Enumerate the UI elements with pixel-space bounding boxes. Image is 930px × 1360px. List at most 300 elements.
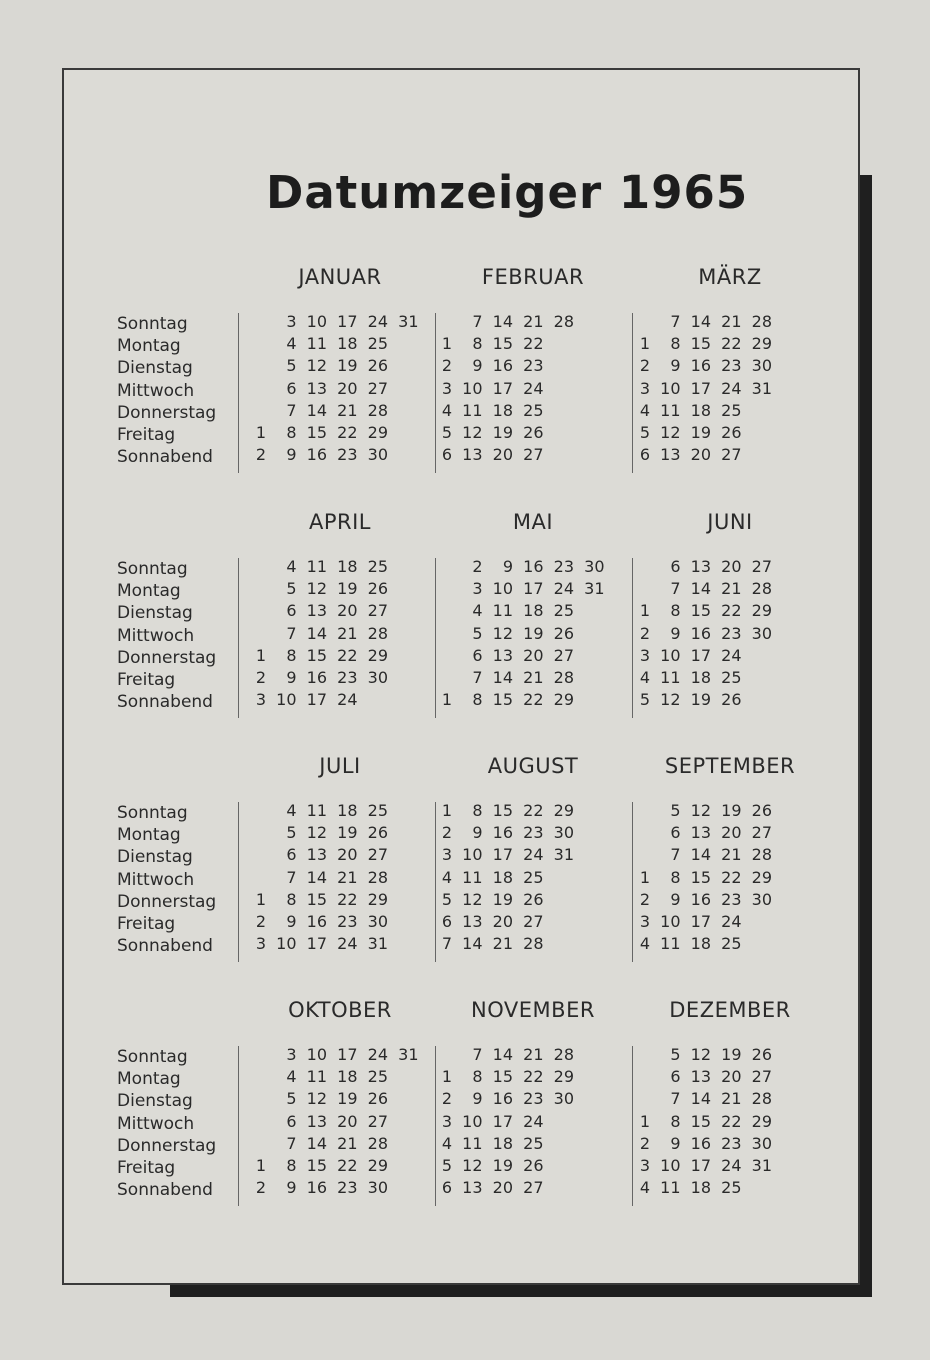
day-number: 9 bbox=[472, 1089, 483, 1109]
day-number: 29 bbox=[367, 889, 388, 909]
day-number: 4 bbox=[472, 601, 483, 621]
day-number: 11 bbox=[462, 1133, 483, 1153]
day-number: 19 bbox=[492, 423, 513, 442]
day-number: 29 bbox=[367, 645, 388, 665]
day-number: 10 bbox=[660, 912, 681, 931]
day-number: 7 bbox=[472, 668, 483, 687]
day-number: 15 bbox=[492, 690, 513, 710]
day-number: 9 bbox=[670, 1133, 681, 1153]
day-number: 5 bbox=[286, 823, 297, 843]
day-number: 23 bbox=[337, 912, 358, 931]
day-number: 15 bbox=[690, 601, 711, 621]
day-number: 17 bbox=[690, 1156, 711, 1175]
month-title: MÄRZ bbox=[698, 265, 762, 289]
weekday-label: Freitag bbox=[117, 670, 176, 690]
day-number: 19 bbox=[337, 823, 358, 843]
day-number: 24 bbox=[367, 312, 388, 331]
day-number: 7 bbox=[441, 934, 452, 954]
day-number: 18 bbox=[492, 867, 513, 887]
day-number: 13 bbox=[462, 445, 483, 465]
day-number: 2 bbox=[639, 1133, 650, 1153]
day-number: 25 bbox=[553, 601, 574, 621]
day-number: 19 bbox=[492, 889, 513, 909]
day-number: 6 bbox=[639, 445, 650, 465]
day-number: 14 bbox=[690, 579, 711, 599]
day-number: 2 bbox=[441, 823, 452, 843]
day-number: 29 bbox=[553, 1067, 574, 1087]
weekday-label: Sonntag bbox=[117, 1047, 188, 1067]
day-number: 27 bbox=[367, 378, 388, 398]
day-number: 1 bbox=[441, 690, 452, 710]
day-number: 30 bbox=[751, 1133, 772, 1153]
day-number: 5 bbox=[639, 423, 650, 442]
day-number: 3 bbox=[441, 1111, 452, 1131]
day-number: 19 bbox=[690, 423, 711, 442]
day-number: 6 bbox=[286, 845, 297, 865]
day-number: 7 bbox=[286, 400, 297, 420]
day-number: 25 bbox=[367, 801, 388, 820]
day-number: 12 bbox=[306, 1089, 327, 1109]
weekday-label: Mittwoch bbox=[117, 380, 195, 401]
day-number: 18 bbox=[523, 601, 544, 621]
day-number: 17 bbox=[492, 845, 513, 865]
day-number: 11 bbox=[492, 601, 513, 621]
weekday-label: Mittwoch bbox=[117, 1113, 195, 1134]
weekday-label: Mittwoch bbox=[117, 625, 195, 646]
day-number: 2 bbox=[255, 1178, 266, 1198]
day-number: 27 bbox=[751, 1067, 772, 1087]
day-number: 14 bbox=[306, 623, 327, 643]
day-number: 10 bbox=[276, 934, 297, 954]
weekday-label: Sonntag bbox=[117, 559, 188, 579]
day-number: 27 bbox=[367, 601, 388, 621]
day-number: 11 bbox=[306, 801, 327, 820]
day-number: 1 bbox=[441, 334, 452, 354]
day-number: 21 bbox=[721, 579, 742, 599]
day-number: 2 bbox=[639, 889, 650, 909]
day-number: 31 bbox=[553, 845, 574, 865]
day-number: 10 bbox=[306, 312, 327, 331]
day-number: 2 bbox=[441, 1089, 452, 1109]
day-number: 20 bbox=[492, 1178, 513, 1198]
day-number: 7 bbox=[472, 1045, 483, 1064]
day-number: 28 bbox=[523, 934, 544, 954]
day-number: 22 bbox=[523, 801, 544, 820]
day-number: 25 bbox=[367, 557, 388, 576]
day-number: 17 bbox=[690, 912, 711, 931]
day-number: 1 bbox=[441, 1067, 452, 1087]
day-number: 26 bbox=[553, 623, 574, 643]
day-number: 13 bbox=[690, 557, 711, 576]
day-number: 11 bbox=[306, 334, 327, 354]
weekday-label: Donnerstag bbox=[117, 647, 217, 668]
day-number: 31 bbox=[367, 934, 388, 954]
day-number: 5 bbox=[670, 801, 681, 820]
day-number: 28 bbox=[367, 1133, 388, 1153]
day-number: 30 bbox=[367, 445, 388, 465]
day-number: 12 bbox=[306, 823, 327, 843]
day-number: 3 bbox=[255, 934, 266, 954]
day-number: 10 bbox=[462, 845, 483, 865]
day-number: 12 bbox=[306, 356, 327, 376]
weekday-label: Sonntag bbox=[117, 803, 188, 823]
day-number: 10 bbox=[306, 1045, 327, 1064]
day-number: 18 bbox=[690, 668, 711, 687]
day-number: 14 bbox=[690, 845, 711, 865]
weekday-label: Sonntag bbox=[117, 314, 188, 334]
day-number: 3 bbox=[286, 312, 297, 331]
day-number: 7 bbox=[670, 312, 681, 331]
day-number: 8 bbox=[670, 867, 681, 887]
day-number: 24 bbox=[721, 912, 742, 931]
day-number: 24 bbox=[721, 378, 742, 398]
day-number: 26 bbox=[523, 423, 544, 442]
day-number: 21 bbox=[721, 845, 742, 865]
day-number: 17 bbox=[306, 690, 327, 710]
month-title: SEPTEMBER bbox=[664, 754, 796, 778]
day-number: 4 bbox=[286, 801, 297, 820]
day-number: 8 bbox=[670, 601, 681, 621]
month-title: MAI bbox=[512, 510, 554, 534]
day-number: 11 bbox=[462, 400, 483, 420]
day-number: 9 bbox=[670, 356, 681, 376]
day-number: 2 bbox=[255, 668, 266, 687]
weekday-label: Donnerstag bbox=[117, 1135, 217, 1156]
month-title: DEZEMBER bbox=[669, 998, 791, 1022]
day-number: 7 bbox=[670, 1089, 681, 1109]
day-number: 11 bbox=[660, 934, 681, 954]
day-number: 31 bbox=[584, 579, 605, 599]
day-number: 17 bbox=[306, 934, 327, 954]
day-number: 4 bbox=[286, 1067, 297, 1087]
day-number: 13 bbox=[690, 1067, 711, 1087]
day-number: 18 bbox=[690, 934, 711, 954]
day-number: 12 bbox=[690, 1045, 711, 1064]
day-number: 19 bbox=[492, 1156, 513, 1175]
day-number: 5 bbox=[670, 1045, 681, 1064]
day-number: 13 bbox=[306, 601, 327, 621]
day-number: 6 bbox=[472, 645, 483, 665]
day-number: 3 bbox=[441, 845, 452, 865]
day-number: 28 bbox=[751, 312, 772, 331]
day-number: 9 bbox=[670, 623, 681, 643]
day-number: 22 bbox=[337, 423, 358, 442]
day-number: 19 bbox=[690, 690, 711, 710]
day-number: 10 bbox=[660, 1156, 681, 1175]
day-number: 3 bbox=[639, 912, 650, 931]
day-number: 31 bbox=[751, 378, 772, 398]
day-number: 1 bbox=[441, 801, 452, 820]
day-number: 21 bbox=[337, 623, 358, 643]
month-title: JANUAR bbox=[298, 265, 382, 289]
day-number: 14 bbox=[492, 312, 513, 331]
day-number: 11 bbox=[306, 557, 327, 576]
day-number: 6 bbox=[441, 1178, 452, 1198]
day-number: 16 bbox=[690, 623, 711, 643]
day-number: 25 bbox=[523, 1133, 544, 1153]
day-number: 9 bbox=[286, 912, 297, 931]
day-number: 6 bbox=[441, 912, 452, 931]
day-number: 26 bbox=[367, 356, 388, 376]
day-number: 18 bbox=[492, 1133, 513, 1153]
day-number: 7 bbox=[286, 1133, 297, 1153]
day-number: 8 bbox=[286, 423, 297, 442]
day-number: 14 bbox=[690, 312, 711, 331]
day-number: 9 bbox=[472, 356, 483, 376]
day-number: 4 bbox=[286, 334, 297, 354]
day-number: 5 bbox=[441, 889, 452, 909]
month-divider bbox=[238, 802, 239, 962]
weekday-label: Freitag bbox=[117, 914, 176, 934]
day-number: 28 bbox=[751, 579, 772, 599]
day-number: 31 bbox=[751, 1156, 772, 1175]
day-number: 30 bbox=[751, 623, 772, 643]
day-number: 27 bbox=[751, 557, 772, 576]
day-number: 30 bbox=[367, 1178, 388, 1198]
day-number: 7 bbox=[286, 867, 297, 887]
day-number: 19 bbox=[721, 801, 742, 820]
day-number: 29 bbox=[751, 334, 772, 354]
weekday-label: Dienstag bbox=[117, 847, 193, 868]
day-number: 17 bbox=[690, 378, 711, 398]
day-number: 19 bbox=[523, 623, 544, 643]
day-number: 20 bbox=[523, 645, 544, 665]
day-number: 13 bbox=[462, 912, 483, 931]
day-number: 1 bbox=[639, 867, 650, 887]
day-number: 2 bbox=[255, 445, 266, 465]
day-number: 10 bbox=[462, 378, 483, 398]
day-number: 19 bbox=[337, 1089, 358, 1109]
day-number: 1 bbox=[255, 889, 266, 909]
day-number: 13 bbox=[660, 445, 681, 465]
day-number: 21 bbox=[337, 867, 358, 887]
day-number: 30 bbox=[751, 356, 772, 376]
day-number: 17 bbox=[337, 1045, 358, 1064]
day-number: 21 bbox=[523, 1045, 544, 1064]
day-number: 27 bbox=[523, 1178, 544, 1198]
day-number: 24 bbox=[337, 690, 358, 710]
weekday-label: Montag bbox=[117, 581, 181, 602]
weekday-label: Donnerstag bbox=[117, 402, 217, 423]
day-number: 31 bbox=[398, 312, 419, 331]
weekday-label: Donnerstag bbox=[117, 891, 217, 912]
day-number: 26 bbox=[721, 423, 742, 442]
day-number: 21 bbox=[492, 934, 513, 954]
day-number: 16 bbox=[690, 356, 711, 376]
day-number: 2 bbox=[639, 356, 650, 376]
day-number: 20 bbox=[492, 912, 513, 931]
day-number: 20 bbox=[690, 445, 711, 465]
day-number: 12 bbox=[462, 889, 483, 909]
day-number: 27 bbox=[751, 823, 772, 843]
day-number: 23 bbox=[523, 356, 544, 376]
day-number: 21 bbox=[721, 312, 742, 331]
day-number: 4 bbox=[639, 1178, 650, 1198]
weekday-label: Sonnabend bbox=[117, 447, 213, 468]
day-number: 24 bbox=[721, 1156, 742, 1175]
day-number: 1 bbox=[639, 1111, 650, 1131]
weekday-label: Montag bbox=[117, 336, 181, 357]
weekday-label: Dienstag bbox=[117, 603, 193, 624]
day-number: 9 bbox=[472, 823, 483, 843]
page-title: Datumzeiger 1965 bbox=[266, 166, 749, 219]
day-number: 5 bbox=[639, 690, 650, 710]
day-number: 1 bbox=[639, 601, 650, 621]
day-number: 4 bbox=[441, 400, 452, 420]
month-title: FEBRUAR bbox=[481, 265, 585, 289]
day-number: 1 bbox=[255, 423, 266, 442]
day-number: 15 bbox=[690, 867, 711, 887]
day-number: 10 bbox=[276, 690, 297, 710]
day-number: 5 bbox=[286, 356, 297, 376]
day-number: 20 bbox=[337, 845, 358, 865]
day-number: 10 bbox=[660, 645, 681, 665]
day-number: 12 bbox=[462, 423, 483, 442]
weekday-label: Dienstag bbox=[117, 1091, 193, 1112]
day-number: 29 bbox=[367, 1156, 388, 1175]
day-number: 12 bbox=[462, 1156, 483, 1175]
day-number: 22 bbox=[721, 1111, 742, 1131]
day-number: 27 bbox=[553, 645, 574, 665]
day-number: 16 bbox=[306, 668, 327, 687]
day-number: 30 bbox=[367, 668, 388, 687]
day-number: 30 bbox=[367, 912, 388, 931]
day-number: 30 bbox=[751, 889, 772, 909]
day-number: 12 bbox=[660, 690, 681, 710]
day-number: 28 bbox=[553, 312, 574, 331]
day-number: 26 bbox=[367, 823, 388, 843]
day-number: 21 bbox=[337, 1133, 358, 1153]
day-number: 4 bbox=[286, 557, 297, 576]
day-number: 21 bbox=[523, 668, 544, 687]
day-number: 4 bbox=[441, 1133, 452, 1153]
day-number: 29 bbox=[751, 867, 772, 887]
day-number: 18 bbox=[690, 1178, 711, 1198]
day-number: 6 bbox=[286, 378, 297, 398]
day-number: 31 bbox=[398, 1045, 419, 1064]
day-number: 15 bbox=[306, 889, 327, 909]
day-number: 5 bbox=[286, 579, 297, 599]
day-number: 27 bbox=[721, 445, 742, 465]
day-number: 20 bbox=[721, 1067, 742, 1087]
day-number: 6 bbox=[286, 1111, 297, 1131]
day-number: 16 bbox=[690, 889, 711, 909]
month-title: OKTOBER bbox=[288, 998, 392, 1022]
day-number: 26 bbox=[523, 1156, 544, 1175]
day-number: 27 bbox=[523, 912, 544, 931]
day-number: 23 bbox=[337, 1178, 358, 1198]
day-number: 8 bbox=[286, 645, 297, 665]
month-title: APRIL bbox=[308, 510, 371, 534]
day-number: 5 bbox=[472, 623, 483, 643]
day-number: 22 bbox=[721, 601, 742, 621]
day-number: 6 bbox=[286, 601, 297, 621]
day-number: 9 bbox=[286, 445, 297, 465]
day-number: 3 bbox=[639, 378, 650, 398]
day-number: 8 bbox=[286, 889, 297, 909]
day-number: 23 bbox=[721, 623, 742, 643]
day-number: 22 bbox=[523, 1067, 544, 1087]
day-number: 23 bbox=[553, 557, 574, 576]
day-number: 14 bbox=[306, 1133, 327, 1153]
day-number: 8 bbox=[472, 334, 483, 354]
day-number: 15 bbox=[690, 1111, 711, 1131]
day-number: 16 bbox=[306, 445, 327, 465]
day-number: 22 bbox=[337, 889, 358, 909]
day-number: 4 bbox=[639, 400, 650, 420]
day-number: 14 bbox=[690, 1089, 711, 1109]
card-shadow-bottom bbox=[170, 1285, 872, 1297]
day-number: 5 bbox=[441, 1156, 452, 1175]
month-title: JULI bbox=[319, 754, 361, 778]
day-number: 17 bbox=[690, 645, 711, 665]
day-number: 9 bbox=[502, 557, 513, 576]
day-number: 19 bbox=[721, 1045, 742, 1064]
day-number: 16 bbox=[492, 1089, 513, 1109]
day-number: 6 bbox=[441, 445, 452, 465]
day-number: 21 bbox=[721, 1089, 742, 1109]
day-number: 15 bbox=[492, 801, 513, 820]
day-number: 4 bbox=[639, 668, 650, 687]
day-number: 7 bbox=[472, 312, 483, 331]
day-number: 26 bbox=[523, 889, 544, 909]
day-number: 11 bbox=[660, 1178, 681, 1198]
weekday-label: Sonnabend bbox=[117, 692, 213, 713]
day-number: 3 bbox=[639, 645, 650, 665]
day-number: 8 bbox=[472, 1067, 483, 1087]
day-number: 18 bbox=[337, 801, 358, 820]
day-number: 12 bbox=[690, 801, 711, 820]
day-number: 15 bbox=[306, 1156, 327, 1175]
day-number: 16 bbox=[492, 356, 513, 376]
month-title: NOVEMBER bbox=[471, 998, 595, 1022]
day-number: 24 bbox=[523, 378, 544, 398]
day-number: 13 bbox=[306, 1111, 327, 1131]
day-number: 4 bbox=[441, 867, 452, 887]
weekday-label: Sonnabend bbox=[117, 1180, 213, 1201]
day-number: 1 bbox=[255, 645, 266, 665]
day-number: 8 bbox=[670, 334, 681, 354]
day-number: 10 bbox=[492, 579, 513, 599]
day-number: 24 bbox=[367, 1045, 388, 1064]
day-number: 27 bbox=[523, 445, 544, 465]
day-number: 6 bbox=[670, 557, 681, 576]
day-number: 28 bbox=[367, 400, 388, 420]
day-number: 22 bbox=[523, 334, 544, 354]
month-title: JUNI bbox=[707, 510, 753, 534]
day-number: 12 bbox=[492, 623, 513, 643]
day-number: 11 bbox=[306, 1067, 327, 1087]
day-number: 5 bbox=[441, 423, 452, 442]
day-number: 15 bbox=[306, 645, 327, 665]
day-number: 28 bbox=[553, 1045, 574, 1064]
day-number: 2 bbox=[639, 623, 650, 643]
day-number: 12 bbox=[306, 579, 327, 599]
day-number: 13 bbox=[690, 823, 711, 843]
day-number: 23 bbox=[337, 668, 358, 687]
month-divider bbox=[238, 558, 239, 718]
day-number: 11 bbox=[660, 668, 681, 687]
day-number: 14 bbox=[306, 400, 327, 420]
day-number: 8 bbox=[286, 1156, 297, 1175]
day-number: 13 bbox=[306, 845, 327, 865]
day-number: 13 bbox=[306, 378, 327, 398]
month-divider bbox=[238, 313, 239, 473]
month-title: AUGUST bbox=[487, 754, 579, 778]
day-number: 17 bbox=[337, 312, 358, 331]
day-number: 28 bbox=[553, 668, 574, 687]
day-number: 14 bbox=[462, 934, 483, 954]
